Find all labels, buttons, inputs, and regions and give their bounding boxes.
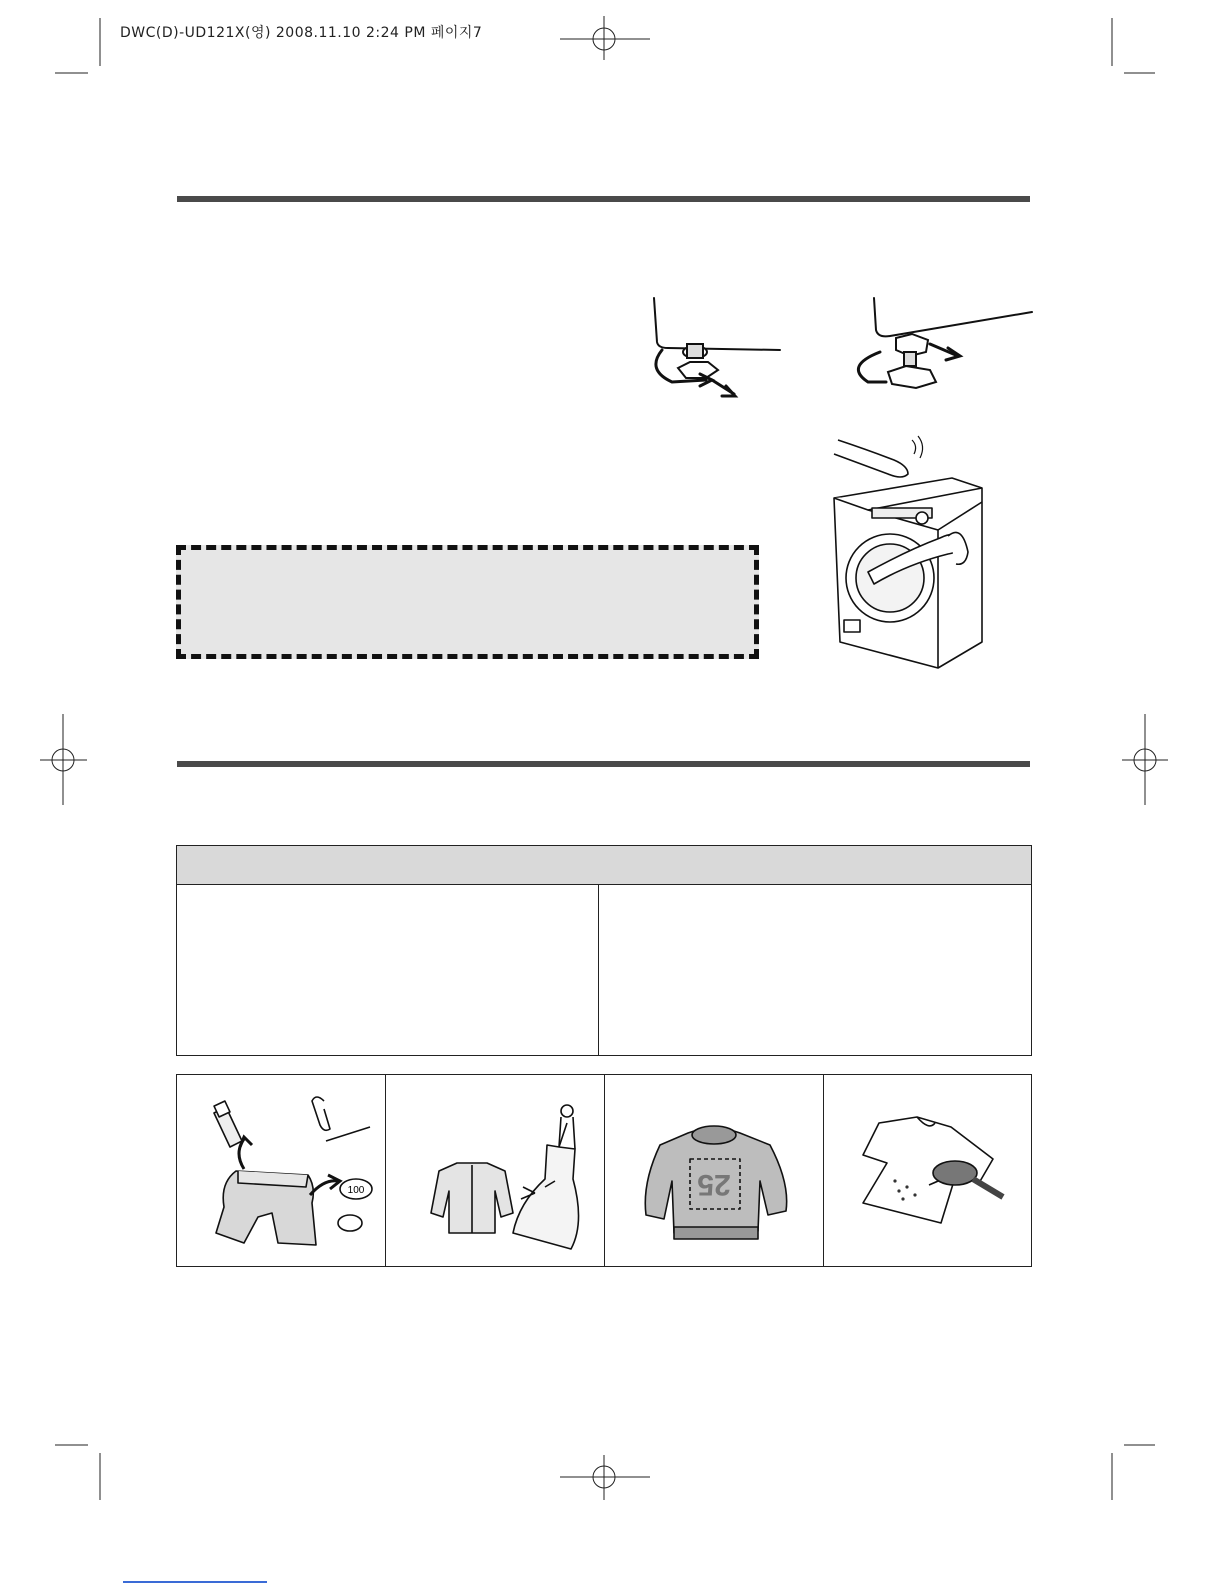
brush-off-cell xyxy=(824,1075,1032,1267)
section-rule-middle xyxy=(177,761,1030,767)
inside-out-cell xyxy=(605,1075,824,1267)
laundry-tips-pictures xyxy=(176,1074,1032,1267)
caution-note-box xyxy=(176,545,759,659)
close-zippers-cell xyxy=(386,1075,605,1267)
table-header-row xyxy=(177,846,1032,885)
preparation-table xyxy=(176,845,1032,1056)
brush-off-dirt-illustration xyxy=(833,1083,1023,1253)
table-header-cell xyxy=(177,846,1032,885)
empty-pockets-illustration xyxy=(186,1083,376,1253)
coin-value: 100 xyxy=(347,1185,365,1196)
pictures-row xyxy=(177,1075,1032,1267)
table-cell-left xyxy=(177,885,599,1056)
sweater-number: 25 xyxy=(697,1168,731,1201)
close-zippers-ties-illustration xyxy=(395,1083,595,1253)
print-slug: DWC(D)-UD121X(영) 2008.11.10 2:24 PM 페이지7 xyxy=(120,25,483,41)
table-row xyxy=(177,885,1032,1056)
section-rule-top xyxy=(177,196,1030,202)
table-cell-right xyxy=(599,885,1032,1056)
washer-rocking-check-illustration xyxy=(828,432,988,672)
sweater-inside-out-illustration xyxy=(614,1083,814,1253)
empty-pockets-cell xyxy=(177,1075,386,1267)
leveling-feet-illustration xyxy=(640,290,1040,410)
bottom-link-underline xyxy=(123,1581,267,1583)
